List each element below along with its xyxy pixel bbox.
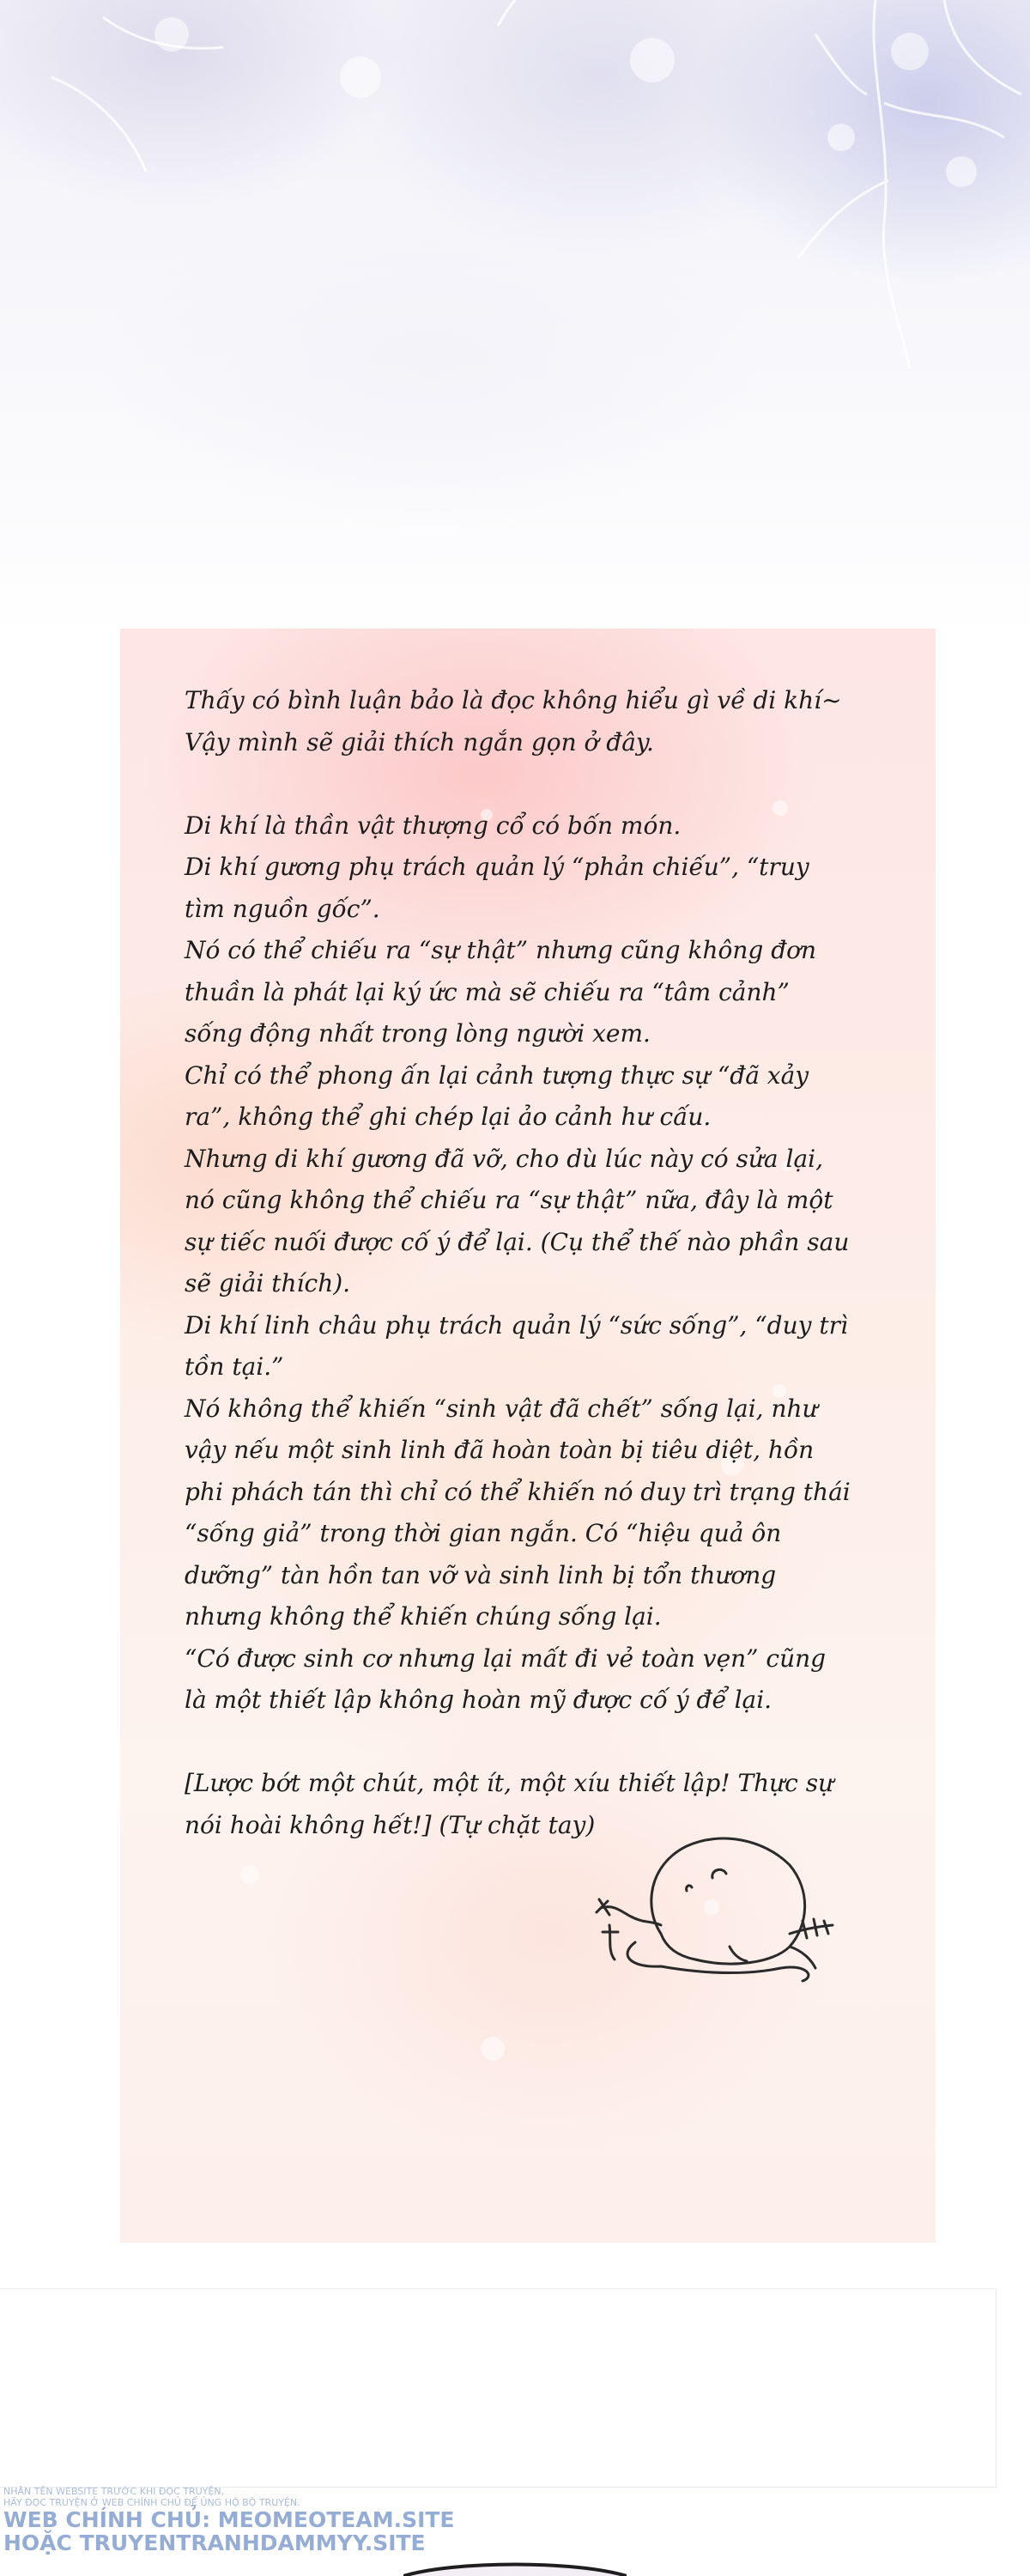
letter-paragraph: Nó không thể khiến “sinh vật đã chết” sống lại, như vậy nếu một sinh linh đã hoàn toàn bị tiêu diệt, hồn phi phách tán thì chỉ có thể khiến nó duy trì trạng thái “sống giả” trong thời gian ngắn. Có “hiệu quả ôn dưỡng” tàn hồn tan vỡ và sinh linh bị tổn thương nhưng không thể khiến chúng sống lại. <box>185 1394 851 1631</box>
letter-line: Thấy có bình luận bảo là đọc không hiểu gì về di khí~ <box>185 686 842 714</box>
letter-paragraph: [Lược bớt một chút, một ít, một xíu thiết lập! Thực sự nói hoài không hết!] (Tự chặt tay) <box>185 1769 834 1839</box>
blank-panel <box>0 2288 997 2488</box>
slime-doodle-icon <box>584 1831 841 1985</box>
letter-paragraph: Di khí gương phụ trách quản lý “phản chiếu”, “truy tìm nguồn gốc”. <box>185 853 809 923</box>
next-panel-edge <box>403 2559 627 2576</box>
watermark-note: HÃY ĐỌC TRUYỆN Ở WEB CHÍNH CHỦ ĐỂ ỦNG HỘ BỘ TRUYỆN. <box>3 2497 300 2508</box>
watermark-site: WEB CHÍNH CHỦ: MEOMEOTEAM.SITE <box>3 2507 455 2532</box>
letter-paragraph: Nó có thể chiếu ra “sự thật” nhưng cũng không đơn thuần là phát lại ký ức mà sẽ chiếu ra “tâm cảnh” sống động nhất trong lòng người xem. <box>185 936 817 1048</box>
letter-card <box>120 629 936 2243</box>
branch-decoration <box>0 0 1030 635</box>
letter-paragraph: “Có được sinh cơ nhưng lại mất đi vẻ toàn vẹn” cũng là một thiết lập không hoàn mỹ được cố ý để lại. <box>185 1643 827 1714</box>
watermark-site: HOẶC TRUYENTRANHDAMMYY.SITE <box>3 2530 426 2555</box>
letter-paragraph: Chỉ có thể phong ấn lại cảnh tượng thực sự “đã xảy ra”, không thể ghi chép lại ảo cảnh hư cấu. <box>185 1060 809 1131</box>
letter-text <box>185 680 854 1846</box>
letter-paragraph: Di khí là thần vật thượng cổ có bốn món. <box>185 811 682 840</box>
watermark-note: NHÂN TÊN WEBSITE TRƯỚC KHI ĐỌC TRUYỆN, <box>3 2486 225 2497</box>
letter-line: Vậy mình sẽ giải thích ngắn gọn ở đây. <box>185 727 654 756</box>
letter-paragraph: Di khí linh châu phụ trách quản lý “sức sống”, “duy trì tồn tại.” <box>185 1310 848 1381</box>
letter-paragraph: Nhưng di khí gương đã vỡ, cho dù lúc này có sửa lại, nó cũng không thể chiếu ra “sự thật” nữa, đây là một sự tiếc nuối được cố ý để lại. (Cụ thể thế nào phần sau sẽ giải thích). <box>185 1144 850 1297</box>
watermark <box>3 2486 455 2555</box>
